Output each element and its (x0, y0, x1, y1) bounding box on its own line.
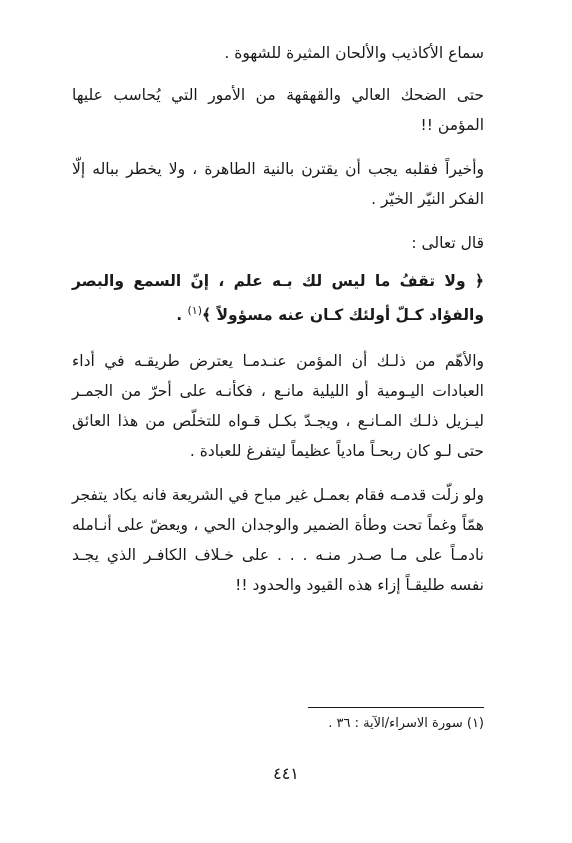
footnote-divider (308, 707, 484, 708)
paragraph-4: قال تعالى : (411, 234, 484, 252)
page-number: ٤٤١ (273, 764, 299, 783)
paragraph-3: وأخيراً فقلبه يجب أن يقترن بالنية الطاهرة ، ولا يخطر بباله إلّا الفكر النيّر الخيّر . (72, 160, 484, 208)
paragraph-1: سماع الأكاذيب والألحان المثيرة للشهوة . (224, 44, 484, 62)
verse-text: ﴿ ولا تقفُ ما ليس لك بـه علم ، إنّ السمع والبصر والفؤاد كـلّ أولئك كـان عنه مسؤولاً ﴾ (72, 272, 484, 325)
footnote: (١) سورة الاسراء/الآية : ٣٦ . (328, 716, 484, 731)
quran-verse (72, 266, 484, 330)
body-text (72, 38, 484, 614)
footnote-marker: (١) (187, 304, 203, 317)
paragraph-5: والأهّم من ذلـك أن المؤمن عنـدمـا يعترض طريقـه في أداء العبادات اليـومية أو الليلية مانـع ، فكأنـه على أحرّ من الجمـر ليـزيل ذلـك المـانـع ، ويجـدّ بكـل قـواه للتخلّص من هذا العائق حتى لـو كان ربحـاً مادياً عظيماً ليتفرغ للعبادة . (72, 352, 484, 461)
paragraph-6: ولو زلّت قدمـه فقام بعمـل غير مباح في الشريعة فانه يكاد يتفجر همّاً وغماً تحت وطأة الضمير والوجدان الحي ، ويعضّ على أنـامله نادمـاً على مـا صـدر منـه . . . على خـلاف الكافـر الذي يجـد نفسه طليقـاً إزاء هذه القيود والحدود !! (72, 486, 484, 595)
paragraph-2: حتى الضحك العالي والقهقهة من الأمور التي يُحاسب عليها المؤمن !! (72, 86, 484, 134)
verse-end: . (176, 306, 188, 325)
